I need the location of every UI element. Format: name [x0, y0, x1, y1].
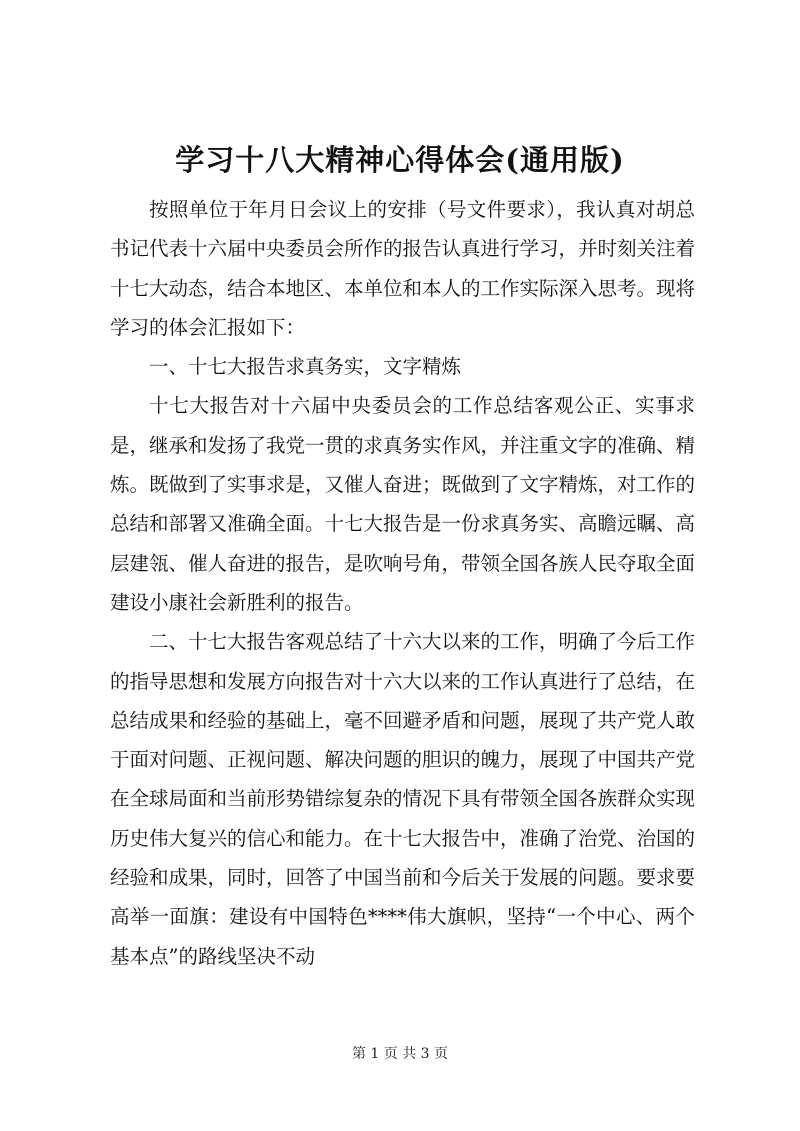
paragraph-section-2: 二、十七大报告客观总结了十六大以来的工作，明确了今后工作的指导思想和发展方向报告对十六大以来的工作认真进行了总结，在总结成果和经验的基础上，毫不回避矛盾和问题，展现了共产党人敢于面对问题、正视问题、解决问题的胆识的魄力，展现了中国共产党在全球局面和当前形势错综复杂的情况下具有带领全国各族群众实现历史伟大复兴的信心和能力。在十七大报告中，准确了治党、治国的经验和成果，同时，回答了中国当前和今后关于发展的问题。要求要高举一面旗：建设有中国特色****伟大旗帜，坚持“一个中心、两个基本点”的路线坚决不动	[110, 630, 696, 968]
paragraph-intro: 按照单位于年月日会议上的安排（号文件要求），我认真对胡总书记代表十六届中央委员会所作的报告认真进行学习，并时刻关注着十七大动态，结合本地区、本单位和本人的工作实际深入思考。现将学习的体会汇报如下：	[110, 198, 696, 339]
paragraph-heading-1: 一、十七大报告求真务实，文字精炼	[149, 355, 462, 379]
document-body	[110, 190, 695, 976]
page-footer: 第 1 页 共 3 页	[351, 1046, 449, 1062]
document-title: 学习十八大精神心得体会(通用版)	[175, 143, 625, 177]
paragraph-section-1: 十七大报告对十六届中央委员会的工作总结客观公正、实事求是，继承和发扬了我党一贯的求真务实作风，并注重文字的准确、精炼。既做到了实事求是，又催人奋进；既做到了文字精炼，对工作的总结和部署又准确全面。十七大报告是一份求真务实、高瞻远瞩、高层建瓴、催人奋进的报告，是吹响号角，带领全国各族人民夺取全面建设小康社会新胜利的报告。	[110, 394, 696, 614]
